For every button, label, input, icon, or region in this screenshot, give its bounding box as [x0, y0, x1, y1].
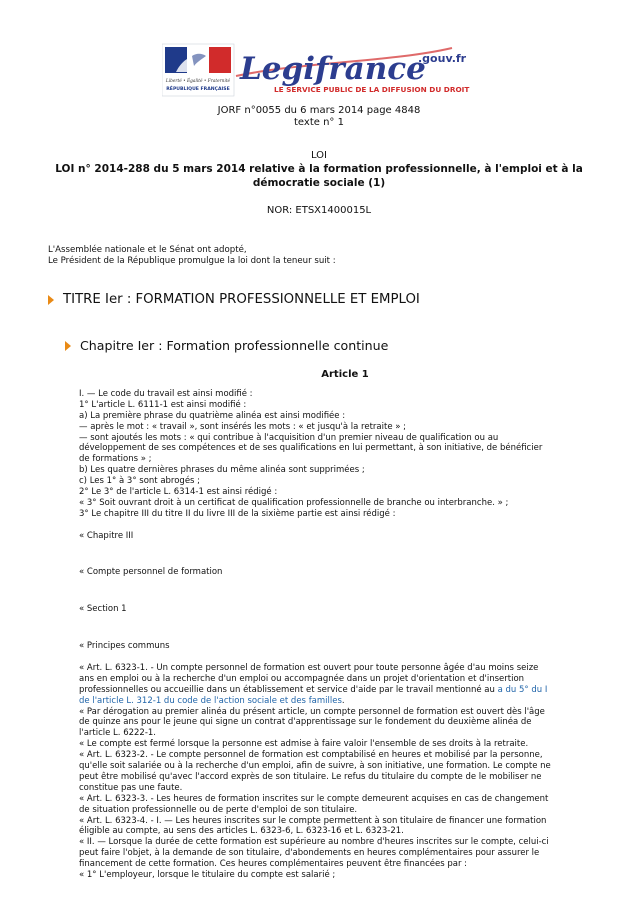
triangle-right-icon [65, 341, 71, 351]
section-1-label: « Section 1 [79, 604, 127, 615]
body-line: « 3° Soit ouvrant droit à un certificat de qualification professionnelle de branche ou interbranche. » ; [79, 497, 509, 508]
body-line: de quinze ans pour le jeune qui signe un contrat d'apprentissage sur le fondement du deuxième alinéa de [79, 717, 532, 728]
body-line: financement de cette formation. Ces heures complémentaires peuvent être financées par : [79, 859, 468, 870]
legifrance-logo-icon [162, 42, 478, 98]
body-line: c) Les 1° à 3° sont abrogés ; [79, 476, 201, 487]
body-line: développement de ses compétences et de ses qualifications en lui permettant, à son initiative, de bénéficier [79, 443, 543, 454]
svg-text:Legifrance: Legifrance [240, 51, 426, 87]
body-line: « Art. L. 6323-1. - Un compte personnel de formation est ouvert pour toute personne âgée d'au moins seize [79, 663, 539, 674]
body-line: 3° Le chapitre III du titre II du livre III de la sixième partie est ainsi rédigé : [79, 508, 396, 519]
svg-text:Liberté • Égalité • Fraternité: Liberté • Égalité • Fraternité [165, 79, 231, 84]
body-line: « II. — Lorsque la durée de cette formation est supérieure au nombre d'heures inscrites sur le compte, celui-ci [79, 837, 549, 848]
body-line: — après le mot : « travail », sont insérés les mots : « et jusqu'à la retraite » ; [79, 421, 407, 432]
body-line: « Le compte est fermé lorsque la personne est admise à faire valoir l'ensemble de ses droits à la retraite. [79, 739, 529, 750]
body-text: professionnelles ou accueillie dans un établissement et service d'aide par le travail mentionné au [79, 684, 498, 695]
preamble [48, 245, 608, 267]
article-label: Article 1 [321, 369, 369, 380]
body-line: ans en emploi ou à la recherche d'un emploi ou accompagnée dans un projet d'orientation et d'insertion [79, 673, 525, 684]
body-line: de formations » ; [79, 454, 152, 465]
body-line: de situation professionnelle ou de perte d'emploi de son titulaire. [79, 804, 358, 815]
code-link[interactable]: de l'article L. 312-1 du code de l'action sociale et des familles [79, 695, 342, 706]
code-link[interactable]: a du 5° du I [497, 684, 548, 695]
body-line: « Par dérogation au premier alinéa du présent article, un compte personnel de formation est ouvert dès l'âge [79, 706, 545, 717]
body-line: qu'elle soit salariée ou à la recherche d'un emploi, afin de suivre, à son initiative, une formation. Le compte ne [79, 761, 551, 772]
loi-title: LOI n° 2014-288 du 5 mars 2014 relative à la formation professionnelle, à l'emploi et à la démocratie sociale (1) [55, 163, 583, 189]
principes-label: « Principes communs [79, 641, 170, 652]
texte-number: texte n° 1 [294, 117, 344, 128]
body-line [79, 696, 594, 707]
body-line: « Art. L. 6323-4. - I. — Les heures inscrites sur le compte permettent à son titulaire de financer une formation [79, 815, 547, 826]
body-line: a) La première phrase du quatrième alinéa est ainsi modifiée : [79, 410, 346, 421]
article-body [79, 389, 594, 881]
svg-text:.gouv.fr: .gouv.fr [418, 52, 467, 65]
titre-label: TITRE Ier : FORMATION PROFESSIONNELLE ET EMPLOI [63, 292, 420, 307]
legifrance-logo[interactable] [162, 42, 478, 98]
body-line: — sont ajoutés les mots : « qui contribue à l'acquisition d'un premier niveau de qualification ou au [79, 432, 499, 443]
body-line: 1° L'article L. 6111-1 est ainsi modifié : [79, 399, 247, 410]
chapitre-label: Chapitre Ier : Formation professionnelle continue [80, 338, 389, 353]
svg-text:RÉPUBLIQUE FRANÇAISE: RÉPUBLIQUE FRANÇAISE [166, 87, 230, 92]
body-line: « Art. L. 6323-3. - Les heures de formation inscrites sur le compte demeurent acquises en cas de changement [79, 793, 549, 804]
body-line: « Art. L. 6323-2. - Le compte personnel de formation est comptabilisé en heures et mobilisé par la personne, [79, 750, 543, 761]
body-text: . [341, 695, 345, 706]
body-line: peut faire l'objet, à la demande de son titulaire, d'abondements en heures complémentaires pour assurer le [79, 848, 540, 859]
body-line: « 1° L'employeur, lorsque le titulaire du compte est salarié ; [79, 869, 336, 880]
compte-label: « Compte personnel de formation [79, 567, 223, 578]
svg-text:LE SERVICE PUBLIC DE LA DIFFUS: LE SERVICE PUBLIC DE LA DIFFUSION DU DROIT [274, 85, 470, 94]
body-line: b) Les quatre dernières phrases du même alinéa sont supprimées ; [79, 465, 365, 476]
titre-heading[interactable] [48, 292, 420, 307]
nor-reference: NOR: ETSX1400015L [266, 205, 372, 216]
body-line [79, 685, 594, 696]
jorf-reference: JORF n°0055 du 6 mars 2014 page 4848 [217, 105, 421, 116]
article-heading [0, 369, 638, 380]
chapitre-heading[interactable] [65, 338, 388, 353]
triangle-right-icon [48, 295, 54, 305]
body-line: 2° Le 3° de l'article L. 6314-1 est ainsi rédigé : [79, 487, 278, 498]
preamble-line: Le Président de la République promulgue la loi dont la teneur suit : [48, 256, 336, 266]
body-line: l'article L. 6222-1. [79, 728, 157, 739]
body-line: éligible au compte, au sens des articles L. 6323-6, L. 6323-16 et L. 6323-21. [79, 826, 404, 837]
flag-red-band [209, 47, 231, 73]
body-line: constitue pas une faute. [79, 782, 183, 793]
body-line: peut être mobilisé qu'avec l'accord exprès de son titulaire. Le refus du titulaire du compte de le mobiliser ne [79, 771, 542, 782]
preamble-line: L'Assemblée nationale et le Sénat ont adopté, [48, 245, 247, 255]
loi-label: LOI [310, 150, 328, 161]
chapitre-3-label: « Chapitre III [79, 530, 134, 541]
body-line: I. — Le code du travail est ainsi modifié : [79, 389, 253, 399]
